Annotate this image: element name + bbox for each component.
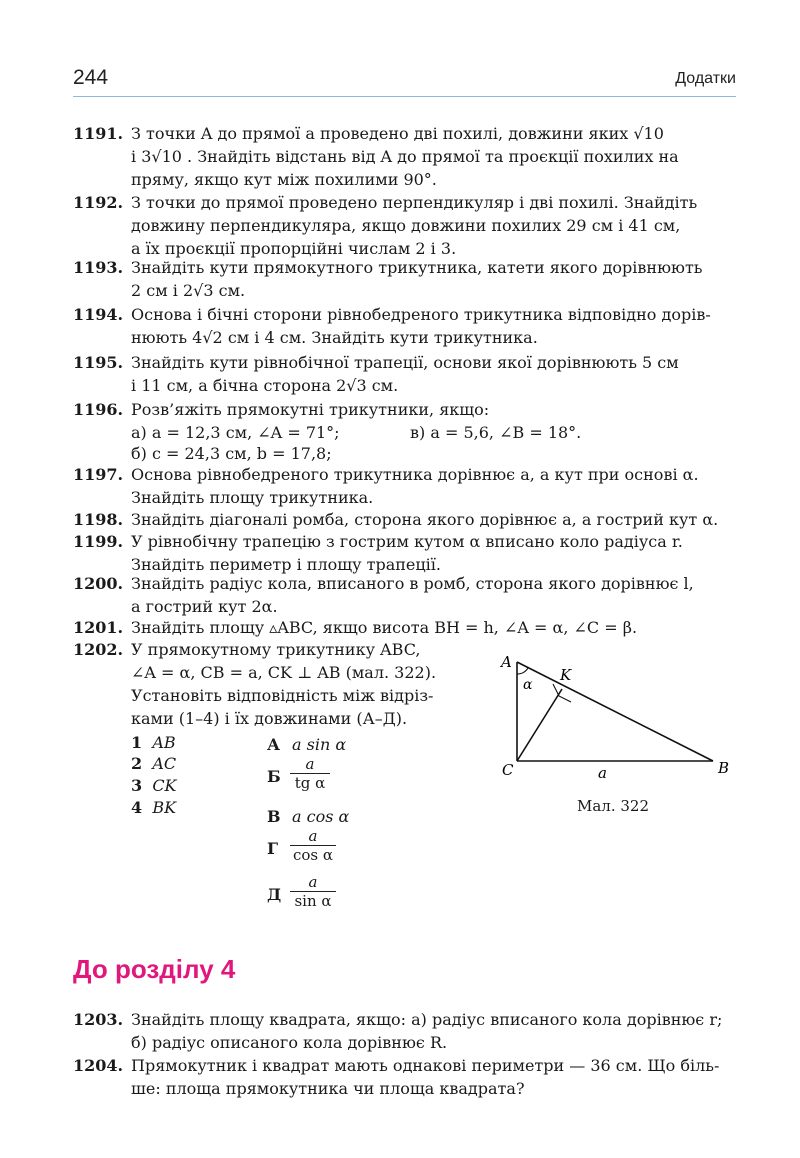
- problem-1194: [73, 303, 736, 349]
- match-letter-d: Д: [267, 885, 282, 904]
- altitude-ck: [517, 689, 562, 761]
- problem-number: 1201.: [73, 618, 124, 637]
- problem-line: У рівнобічну трапецію з гострим кутом α вписано коло радіуса r.: [131, 532, 683, 551]
- problem-line: Знайдіть радіус кола, вписаного в ромб, сторона якого дорівнює l,: [131, 574, 694, 593]
- match-letter-a: А: [267, 735, 281, 754]
- vertex-label-c: C: [502, 761, 514, 779]
- problem-1196-part-a: а) a = 12,3 см, ∠A = 71°;: [131, 423, 340, 442]
- match-left-4: [131, 796, 176, 819]
- page-number: 244: [73, 66, 109, 89]
- angle-label: α: [523, 677, 533, 693]
- problem-number: 1193.: [73, 258, 124, 277]
- problem-1199: [73, 530, 736, 576]
- problem-number: 1191.: [73, 124, 124, 143]
- vertex-label-a: A: [501, 653, 512, 671]
- problem-line: нюють 4√2 см і 4 см. Знайдіть кути трикутника.: [131, 328, 538, 347]
- problem-1198: [73, 508, 736, 531]
- problem-number: 1197.: [73, 465, 124, 484]
- match-number: 3: [131, 776, 143, 795]
- problem-line: У прямокутному трикутнику ABC,: [131, 640, 421, 659]
- problem-line: З точки A до прямої a проведено дві похилі, довжини яких √10: [131, 124, 664, 143]
- problem-line: Знайдіть кути рівнобічної трапеції, основи якої дорівнюють 5 см: [131, 353, 679, 372]
- problem-line: Установіть відповідність між відріз-: [131, 686, 434, 705]
- match-left-2: [131, 752, 176, 775]
- header-rule: [73, 96, 736, 97]
- side-label-a: a: [598, 764, 607, 782]
- problem-line: б) радіус описаного кола дорівнює R.: [131, 1033, 448, 1052]
- match-number: 4: [131, 798, 143, 817]
- problem-line: пряму, якщо кут між похилими 90°.: [131, 170, 437, 189]
- match-expr-a: a sin α: [292, 735, 347, 754]
- problem-line: Основа і бічні сторони рівнобедреного трикутника відповідно дорів-: [131, 305, 711, 324]
- problem-number: 1204.: [73, 1056, 124, 1075]
- match-letter-v: В: [267, 807, 281, 826]
- problem-line: ками (1–4) і їх довжинами (А–Д).: [131, 709, 408, 728]
- problem-1202: [73, 638, 493, 730]
- fraction-g: [290, 827, 336, 864]
- match-expr-v: a cos α: [292, 807, 350, 826]
- problem-1200: [73, 572, 736, 618]
- problem-number: 1203.: [73, 1010, 124, 1029]
- figure-caption: Мал. 322: [577, 797, 649, 815]
- problem-line: Розв’яжіть прямокутні трикутники, якщо:: [131, 400, 490, 419]
- vertex-label-k: K: [560, 666, 572, 684]
- problem-line: Знайдіть площу ▵ABC, якщо висота BH = h, ∠A = α, ∠C = β.: [131, 618, 638, 637]
- problem-number: 1198.: [73, 510, 124, 529]
- vertex-label-b: B: [718, 759, 730, 777]
- problem-line: Знайдіть діагоналі ромба, сторона якого дорівнює a, а гострий кут α.: [131, 510, 719, 529]
- problem-number: 1200.: [73, 574, 124, 593]
- angle-arc: [517, 668, 528, 674]
- problem-1201: [73, 616, 736, 639]
- match-left-1: [131, 731, 176, 754]
- problem-line: ∠A = α, CB = a, CK ⊥ AB (мал. 322).: [131, 663, 437, 682]
- fraction-denominator: cos α: [292, 846, 334, 864]
- problem-number: 1192.: [73, 193, 124, 212]
- problem-line: Знайдіть площу трикутника.: [131, 488, 374, 507]
- problem-1196: [73, 398, 736, 421]
- problem-line: а їх проєкції пропорційні числам 2 і 3.: [131, 239, 457, 258]
- problem-line: Прямокутник і квадрат мають однакові периметри — 36 см. Що біль-: [131, 1056, 720, 1075]
- problem-1196-part-v: в) a = 5,6, ∠B = 18°.: [410, 423, 582, 442]
- match-segment: BK: [152, 798, 177, 817]
- match-number: 2: [131, 754, 143, 773]
- fraction-b: [290, 755, 330, 792]
- problem-line: Знайдіть площу квадрата, якщо: а) радіус вписаного кола дорівнює r;: [131, 1010, 723, 1029]
- problem-line: Знайдіть кути прямокутного трикутника, катети якого дорівнюють: [131, 258, 703, 277]
- triangle-figure: [480, 640, 750, 790]
- match-segment: CK: [152, 776, 177, 795]
- fraction-numerator: a: [308, 873, 318, 891]
- problem-1191: [73, 122, 736, 191]
- match-letter-g: Г: [267, 839, 279, 858]
- section-title: Додатки: [675, 70, 736, 87]
- fraction-denominator: sin α: [294, 892, 332, 910]
- match-letter-b: Б: [267, 767, 281, 786]
- problem-line: Знайдіть периметр і площу трапеції.: [131, 555, 441, 574]
- fraction-numerator: a: [305, 755, 315, 773]
- problem-line: ше: площа прямокутника чи площа квадрата?: [131, 1079, 525, 1098]
- problem-1196-part-b: б) c = 24,3 см, b = 17,8;: [131, 444, 332, 463]
- problem-1192: [73, 191, 736, 260]
- fraction-numerator: a: [308, 827, 318, 845]
- side-ab: [517, 662, 713, 761]
- problem-line: довжину перпендикуляра, якщо довжини похилих 29 см і 41 см,: [131, 216, 681, 235]
- problem-line: і 11 см, а бічна сторона 2√3 см.: [131, 376, 399, 395]
- problem-line: і 3√10 . Знайдіть відстань від A до прямої та проєкції похилих на: [131, 147, 679, 166]
- problem-number: 1199.: [73, 532, 124, 551]
- problem-number: 1194.: [73, 305, 124, 324]
- problem-1193: [73, 256, 736, 302]
- match-number: 1: [131, 733, 143, 752]
- problem-line: 2 см і 2√3 см.: [131, 281, 246, 300]
- match-left-3: [131, 774, 177, 797]
- problem-number: 1202.: [73, 640, 124, 659]
- problem-1197: [73, 463, 736, 509]
- match-segment: AC: [152, 754, 177, 773]
- fraction-d: [290, 873, 336, 910]
- problem-1195: [73, 351, 736, 397]
- problem-1203: [73, 1008, 736, 1054]
- problem-line: а гострий кут 2α.: [131, 597, 278, 616]
- chapter-heading: До розділу 4: [73, 954, 236, 984]
- problem-number: 1196.: [73, 400, 124, 419]
- problem-line: З точки до прямої проведено перпендикуляр і дві похилі. Знайдіть: [131, 193, 698, 212]
- fraction-denominator: tg α: [294, 774, 326, 792]
- problem-1204: [73, 1054, 736, 1100]
- match-segment: AB: [152, 733, 176, 752]
- problem-line: Основа рівнобедреного трикутника дорівнює a, а кут при основі α.: [131, 465, 699, 484]
- problem-number: 1195.: [73, 353, 124, 372]
